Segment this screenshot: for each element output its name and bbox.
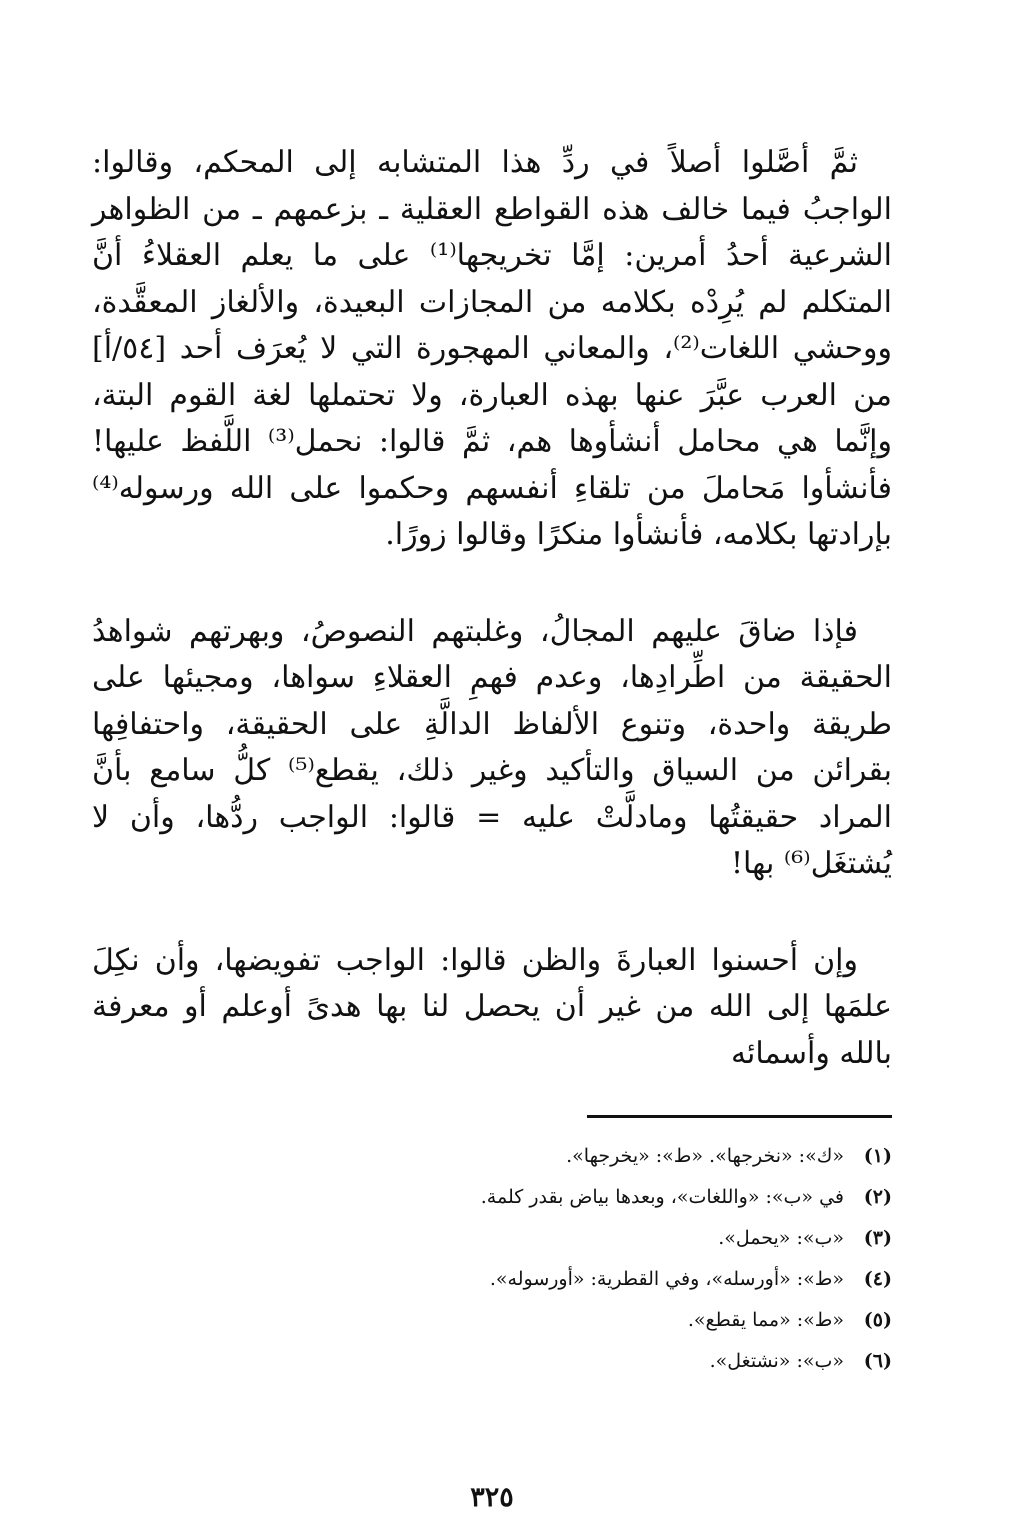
footnote-divider [587,1115,892,1118]
footnote-text: «ك»: «نخرجها». «ط»: «يخرجها». [566,1145,844,1167]
paragraph-2: فإذا ضاقَ عليهم المجالُ، وغلبتهم النصوصُ، وبهرتهم شواهدُ الحقيقة من اطِّرادِها، وعدم فهمِ العقلاءِ سواها، ومجيئها على طريقة واحدة، وتنوع الألفاظ الدالَّةِ على الحقيقة، واحتفافِها بقرائن من السياق والتأكيد وغير ذلك، يقطع⁽⁵⁾ كلُّ سامع بأنَّ المراد حقيقتُها ومادلَّتْ عليه = قالوا: الواجب ردُّها، وأن لا يُشتغَل⁽⁶⁾ بها! [92,613,892,881]
footnotes-list [92,1136,892,1382]
book-page [92,140,892,1513]
page-number: ٣٢٥ [470,1482,514,1513]
footnote-item [92,1218,892,1259]
footnote-text: «ط»: «أورسله»، وفي القطرية: «أورسوله». [489,1268,844,1290]
footnote-text: «ط»: «مما يقطع». [687,1309,844,1331]
footnote-number: (٦) [863,1350,892,1372]
paragraph-1: ثمَّ أصَّلوا أصلاً في ردِّ هذا المتشابه إلى المحكم، وقالوا: الواجبُ فيما خالف هذه القواطع العقلية ـ بزعمهم ـ من الظواهر الشرعية أحدُ أمرين: إمَّا تخريجها⁽¹⁾ على ما يعلم العقلاءُ أنَّ المتكلم لم يُرِدْه بكلامه من المجازات البعيدة، والألغاز المعقَّدة، ووحشي اللغات⁽²⁾، والمعاني المهجورة التي لا يُعرَف أحد [٥٤/أ] من العرب عبَّرَ عنها بهذه العبارة، ولا تحتملها لغة القوم البتة، وإنَّما هي محامل أنشأوها هم، ثمَّ قالوا: نحمل⁽³⁾ اللَّفظ عليها! فأنشأوا مَحاملَ من تلقاءِ أنفسهم وحكموا على الله ورسوله⁽⁴⁾ بإرادتها بكلامه، فأنشأوا منكرًا وقالوا زورًا. [92,145,892,552]
footnote-item [92,1300,892,1341]
footnote-number: (٣) [863,1227,892,1249]
footnote-item [92,1136,892,1177]
footnote-item [92,1177,892,1218]
footnote-number: (١) [863,1145,892,1167]
footnote-item [92,1259,892,1300]
footnote-item [92,1341,892,1382]
paragraph-3: وإن أحسنوا العبارةَ والظن قالوا: الواجب تفويضها، وأن نكِلَ علمَها إلى الله من غير أن يحصل لنا بها هدىً أوعلم أو معرفة بالله وأسمائه [92,942,892,1071]
footnote-text: في «ب»: «واللغات»، وبعدها بياض بقدر كلمة. [480,1186,844,1208]
footnote-number: (٥) [863,1309,892,1331]
footnote-text: «ب»: «يحمل». [718,1227,844,1249]
footnote-number: (٤) [863,1268,892,1290]
footnote-text: «ب»: «نشتغل». [709,1350,844,1372]
footnote-number: (٢) [863,1186,892,1208]
